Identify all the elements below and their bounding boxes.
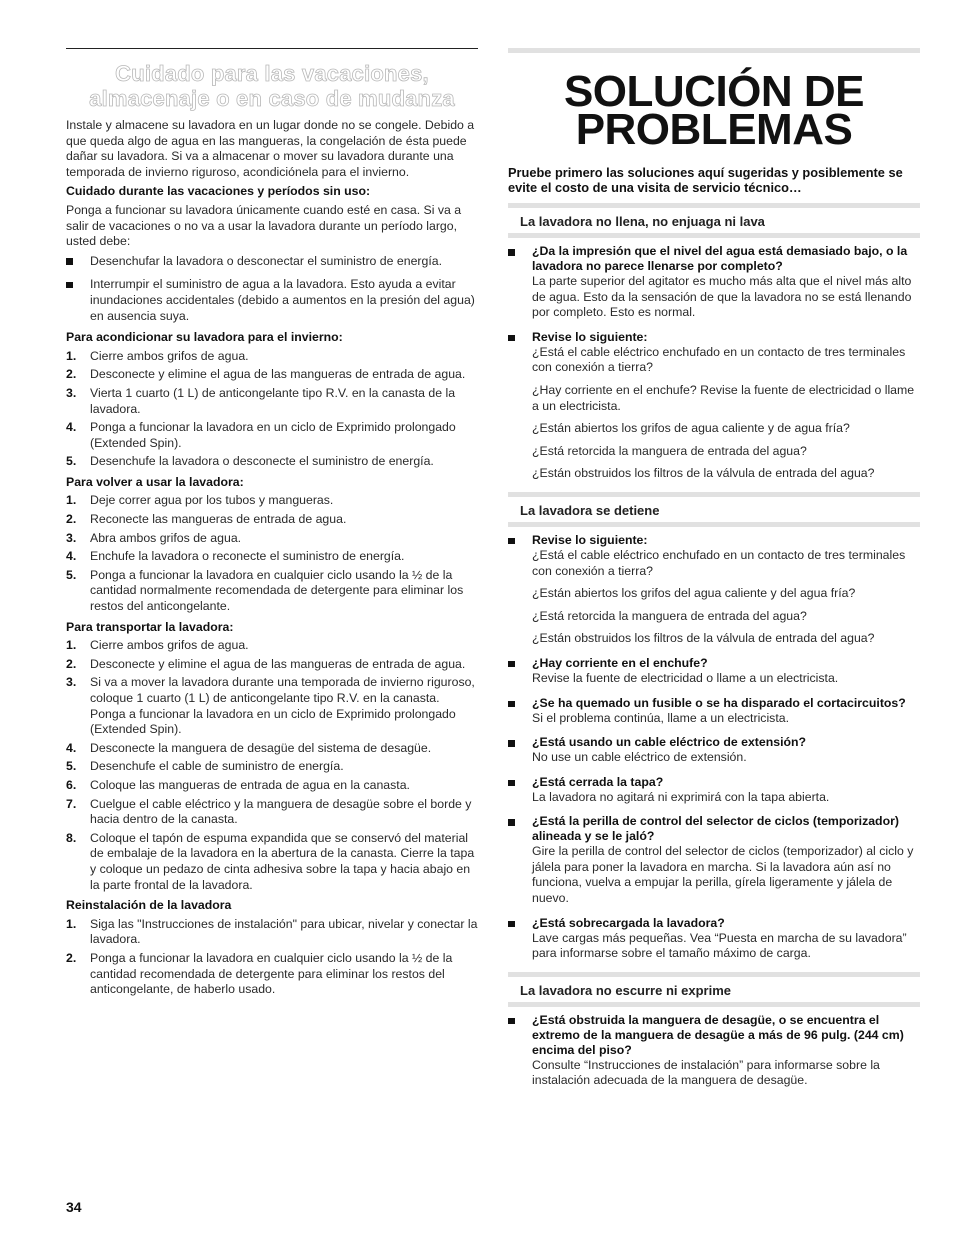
list-item: [508, 696, 920, 727]
answer-text: ¿Hay corriente en el enchufe? Revise la fuente de electricidad o llame a un electricista.: [532, 382, 915, 413]
square-bullet-icon: [508, 740, 515, 747]
square-bullet-icon: [66, 258, 73, 265]
square-bullet-icon: [508, 249, 515, 256]
answer-text: Si el problema continúa, llame a un electricista.: [532, 710, 789, 725]
square-bullet-icon: [508, 921, 515, 928]
vacation-text: Ponga a funcionar su lavadora únicamente cuando esté en casa. Si va a salir de vacaciones o no va a usar la lavadora durante un período largo, usted debe:: [66, 202, 462, 249]
right-column: [508, 48, 920, 1089]
step-number: 4.: [66, 420, 77, 435]
troubleshooting-intro: Pruebe primero las soluciones aquí sugeridas y posiblemente se evite el costo de una visita de servicio técnico…: [508, 165, 903, 195]
top-rule: [66, 48, 478, 49]
answer-text: ¿Están obstruidos los filtros de la válvula de entrada del agua?: [532, 466, 875, 481]
list-item: Interrumpir el suministro de agua a la lavadora. Esto ayuda a evitar inundaciones accidentales (debido a aumentos en la presión del agua) en ausencia suya.: [66, 277, 478, 324]
step-item: [66, 367, 478, 383]
question-text: Revise lo siguiente:: [532, 329, 648, 344]
answer-text: ¿Está el cable eléctrico enchufado en un contacto de tres terminales con conexión a tierra?: [532, 547, 906, 578]
storage-intro: Instale y almacene su lavadora en un lugar donde no se congele. Debido a que queda algo de agua en las mangueras, la congelación de ésta puede dañar su lavadora. Si va a almacenar o mover su lavadora durante una temporada de invierno riguroso, acondiciónela para el invierno.: [66, 118, 475, 179]
section-rule: [508, 233, 920, 238]
question-text: ¿Se ha quemado un fusible o se ha disparado el cortacircuitos?: [532, 695, 906, 710]
answer-text: ¿Están abiertos los grifos de agua caliente y de agua fría?: [532, 421, 850, 436]
step-number: 4.: [66, 740, 77, 755]
answer-text: ¿Está retorcida la manguera de entrada del agua?: [532, 443, 807, 458]
list-item: [508, 916, 920, 962]
transport-heading: Para transportar la lavadora:: [66, 619, 234, 634]
title-line-2: almacenaje o en caso de mudanza: [89, 86, 455, 111]
winterize-steps: [66, 349, 478, 470]
step-number: 7.: [66, 796, 77, 811]
step-number: 3.: [66, 675, 77, 690]
list-item: [508, 1013, 920, 1089]
answer-text: ¿Está el cable eléctrico enchufado en un contacto de tres terminales con conexión a tierra?: [532, 344, 906, 375]
vacation-list: [66, 254, 478, 324]
question-text: ¿Da la impresión que el nivel del agua está demasiado bajo, o la lavadora no parece llenarse por completo?: [532, 244, 908, 273]
step-number: 8.: [66, 830, 77, 845]
reinstall-heading: Reinstalación de la lavadora: [66, 898, 232, 913]
answer-text: Gire la perilla de control del selector de ciclos (temporizador) al ciclo y jálela para poner la lavadora en marcha. Si la lavadora aún así no funciona, vuelva a empujar la perilla, gírela ligeramente y jálela de nuevo.: [532, 844, 914, 906]
reuse-steps: [66, 493, 478, 614]
question-text: ¿Está obstruida la manguera de desagüe, o se encuentra el extremo de la manguera de desagüe a más de 96 pulg. (244 cm) encima del piso?: [532, 1012, 904, 1057]
step-item: [66, 493, 478, 509]
step-text: Coloque el tapón de espuma expandida que se conservó del material de embalaje de la lavadora en la abertura de la canasta. Cierre la tapa y coloque un pedazo de cinta adhesiva sobre la tapa y hacia abajo en la parte frontal de la lavadora.: [90, 830, 475, 892]
step-number: 1.: [66, 348, 77, 363]
list-item: [508, 533, 920, 647]
answer-text: ¿Están obstruidos los filtros de la válvula de entrada del agua?: [532, 631, 875, 646]
step-item: [66, 797, 478, 828]
section-heading: La lavadora se detiene: [520, 502, 660, 518]
question-list: [508, 244, 920, 482]
step-text: Ponga a funcionar la lavadora en un ciclo de Exprimido prolongado (Extended Spin).: [90, 420, 456, 450]
step-item: [66, 638, 478, 654]
step-text: Desenchufe el cable de suministro de energía.: [90, 759, 344, 774]
step-item: [66, 917, 478, 948]
question-text: ¿Está la perilla de control del selector de ciclos (temporizador) alineada y se le jaló?: [532, 814, 899, 844]
step-item: [66, 778, 478, 794]
square-bullet-icon: [66, 282, 73, 289]
question-text: ¿Está cerrada la tapa?: [532, 774, 664, 789]
step-item: [66, 386, 478, 417]
answer-text: Revise la fuente de electricidad o llame a un electricista.: [532, 670, 839, 685]
step-number: 5.: [66, 759, 77, 774]
step-number: 2.: [66, 656, 77, 671]
list-item: [508, 735, 920, 766]
step-text: Desconecte la manguera de desagüe del sistema de desagüe.: [90, 740, 432, 755]
question-list: [508, 1013, 920, 1089]
step-number: 2.: [66, 367, 77, 382]
step-number: 4.: [66, 549, 77, 564]
step-number: 1.: [66, 638, 77, 653]
step-item: [66, 741, 478, 757]
list-item: [508, 656, 920, 687]
answer-text: No use un cable eléctrico de extensión.: [532, 750, 747, 765]
question-text: Revise lo siguiente:: [532, 532, 648, 547]
troubleshooting-sections: [508, 203, 920, 1089]
square-bullet-icon: [508, 661, 515, 668]
square-bullet-icon: [508, 335, 515, 342]
step-item: [66, 549, 478, 565]
step-text: Deje correr agua por los tubos y mangueras.: [90, 493, 334, 508]
answer-text: Consulte “Instrucciones de instalación” para informarse sobre la instalación adecuada de la manguera de desagüe.: [532, 1057, 880, 1088]
step-item: [66, 675, 478, 737]
step-number: 3.: [66, 530, 77, 545]
step-item: [66, 831, 478, 893]
transport-steps: [66, 638, 478, 893]
step-number: 1.: [66, 916, 77, 931]
square-bullet-icon: [508, 538, 515, 545]
step-number: 2.: [66, 950, 77, 965]
step-text: Vierta 1 cuarto (1 L) de anticongelante tipo R.V. en la canasta de la lavadora.: [90, 385, 456, 416]
step-text: Cierre ambos grifos de agua.: [90, 638, 249, 653]
step-text: Reconecte las mangueras de entrada de agua.: [90, 512, 347, 527]
question-list: [508, 533, 920, 962]
vacation-heading: Cuidado durante las vacaciones y períodos sin uso:: [66, 184, 371, 199]
step-item: [66, 759, 478, 775]
list-item: [508, 814, 920, 906]
list-item: Desenchufar la lavadora o desconectar el suministro de energía.: [66, 254, 478, 270]
step-number: 1.: [66, 493, 77, 508]
top-dotted-rule: [508, 48, 920, 53]
step-item: [66, 568, 478, 615]
step-number: 5.: [66, 567, 77, 582]
step-text: Coloque las mangueras de entrada de agua en la canasta.: [90, 777, 410, 792]
square-bullet-icon: [508, 780, 515, 787]
section-rule: [508, 522, 920, 527]
step-text: Cuelgue el cable eléctrico y la manguera de desagüe sobre el borde y hacia dentro de la canasta.: [90, 796, 472, 827]
square-bullet-icon: [508, 819, 515, 826]
step-text: Enchufe la lavadora o reconecte el suministro de energía.: [90, 549, 405, 564]
answer-text: La parte superior del agitator es mucho más alta que el nivel más alto de agua. Esto da la sensación de que la lavadora no se está llenando por completo. Esto es normal.: [532, 274, 912, 320]
section-rule: [508, 1002, 920, 1007]
step-text: Siga las "Instrucciones de instalación" para ubicar, nivelar y conectar la lavadora.: [90, 916, 478, 947]
answer-text: ¿Está retorcida la manguera de entrada del agua?: [532, 608, 807, 623]
step-text: Desenchufe la lavadora o desconecte el suministro de energía.: [90, 454, 434, 469]
step-text: Desconecte y elimine el agua de las mangueras de entrada de agua.: [90, 367, 466, 382]
square-bullet-icon: [508, 1018, 515, 1025]
step-number: 6.: [66, 777, 77, 792]
step-text: Abra ambos grifos de agua.: [90, 530, 242, 545]
answer-text: ¿Están abiertos los grifos del agua caliente y del agua fría?: [532, 586, 856, 601]
vacation-section-title: [66, 61, 478, 111]
reuse-heading: Para volver a usar la lavadora:: [66, 474, 244, 489]
step-item: [66, 951, 478, 998]
reinstall-steps: [66, 917, 478, 998]
step-text: Cierre ambos grifos de agua.: [90, 348, 249, 363]
step-item: [66, 349, 478, 365]
list-item: [508, 330, 920, 482]
step-text: Desconecte y elimine el agua de las mangueras de entrada de agua.: [90, 656, 466, 671]
question-text: ¿Hay corriente en el enchufe?: [532, 655, 708, 670]
step-item: [66, 657, 478, 673]
step-item: [66, 512, 478, 528]
step-text: Ponga a funcionar la lavadora en cualquier ciclo usando la ½ de la cantidad recomendada de detergente para eliminar los restos del anticongelante, de haberlo usado.: [90, 950, 453, 997]
step-item: [66, 420, 478, 451]
answer-text: La lavadora no agitará ni exprimirá con la tapa abierta.: [532, 789, 830, 804]
question-text: ¿Está usando un cable eléctrico de extensión?: [532, 735, 807, 750]
page-title: SOLUCIÓN DE PROBLEMAS: [563, 67, 865, 154]
step-text: Si va a mover la lavadora durante una temporada de invierno riguroso, coloque 1 cuarto (1 L) de anticongelante tipo R.V. en la canasta. Ponga a funcionar la lavadora en un ciclo de Exprimido prolongado (Extended Spin).: [90, 675, 475, 737]
step-item: [66, 531, 478, 547]
title-line-1: Cuidado para las vacaciones,: [115, 61, 429, 86]
square-bullet-icon: [508, 701, 515, 708]
list-item: [508, 775, 920, 806]
step-number: 2.: [66, 512, 77, 527]
left-column: [66, 48, 478, 998]
step-number: 5.: [66, 454, 77, 469]
step-text: Ponga a funcionar la lavadora en cualquier ciclo usando la ½ de la cantidad normalmente recomendada de detergente para eliminar los restos del anticongelante.: [90, 567, 464, 614]
page-number: 34: [66, 1199, 82, 1215]
winterize-heading: Para acondicionar su lavadora para el invierno:: [66, 330, 343, 345]
step-item: [66, 454, 478, 470]
question-text: ¿Está sobrecargada la lavadora?: [532, 915, 725, 930]
answer-text: Lave cargas más pequeñas. Vea “Puesta en marcha de su lavadora” para informarse sobre el tamaño máximo de carga.: [532, 930, 907, 961]
section-heading: La lavadora no escurre ni exprime: [520, 982, 731, 998]
section-heading: La lavadora no llena, no enjuaga ni lava: [520, 214, 765, 229]
list-item: [508, 244, 920, 321]
step-number: 3.: [66, 385, 77, 400]
